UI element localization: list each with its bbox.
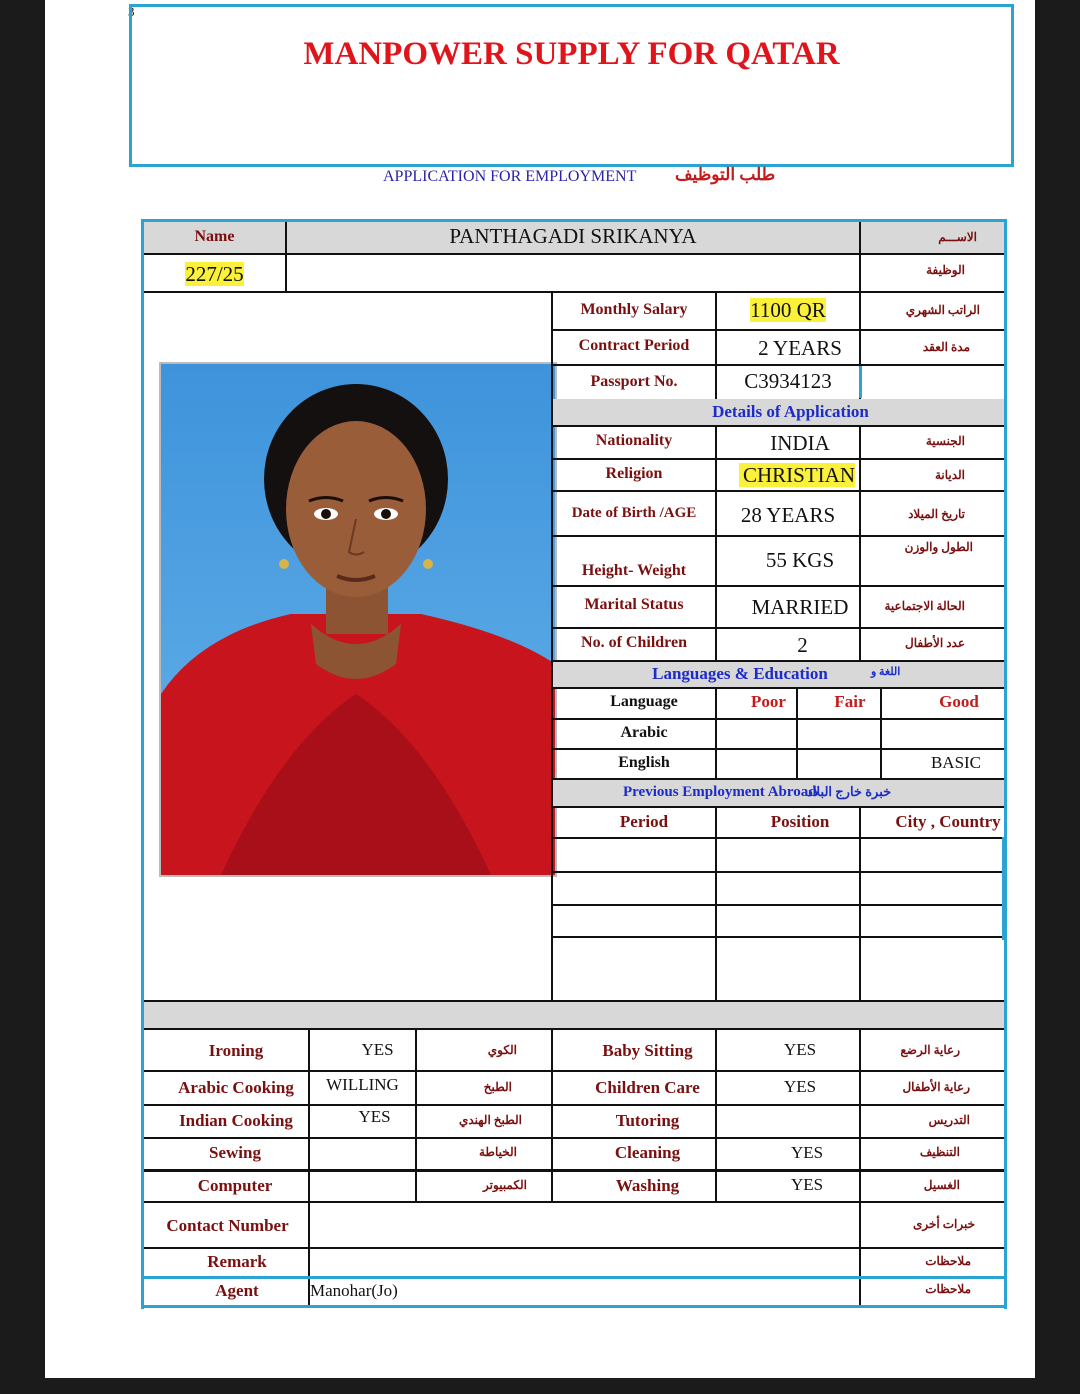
passport-value: C3934123 <box>744 369 832 393</box>
monthly-salary-value <box>717 298 859 323</box>
skill-ironing-label: Ironing <box>208 1041 264 1060</box>
applicant-name: PANTHAGADI SRIKANYA <box>449 224 697 248</box>
skill-indian-cooking-label: Indian Cooking <box>179 1111 293 1130</box>
marital-status-value: MARRIED <box>751 595 849 619</box>
nationality-label-arabic: الجنسية <box>925 434 965 448</box>
agent-label: Agent <box>215 1281 259 1300</box>
contact-label-arabic: خبرات أخرى <box>912 1217 975 1231</box>
skill-arabic-cooking-arabic: الطبخ <box>483 1080 512 1094</box>
photo-portrait <box>161 364 555 875</box>
name-label: Name <box>194 228 235 245</box>
good-header: Good <box>939 692 979 711</box>
employment-heading: Previous Employment Abroad <box>623 784 817 800</box>
skill-washing-label: Washing <box>615 1176 680 1195</box>
height-weight-label-arabic: الطول والوزن <box>904 540 973 554</box>
skill-computer-label: Computer <box>197 1176 273 1195</box>
agent-label-arabic: ملاحظات <box>925 1282 971 1296</box>
form-title: MANPOWER SUPPLY FOR QATAR <box>303 36 840 72</box>
height-weight-label: Height- Weight <box>581 562 687 579</box>
dob-label-arabic: تاريخ الميلاد <box>908 507 965 521</box>
religion-value <box>739 463 859 488</box>
city-country-header: City , Country <box>895 812 1001 831</box>
marital-status-label-arabic: الحالة الاجتماعية <box>884 599 965 613</box>
nationality-label: Nationality <box>595 432 673 449</box>
contract-period-value: 2 YEARS <box>758 336 842 360</box>
remark-label-arabic: ملاحظات <box>925 1254 971 1268</box>
fair-header: Fair <box>834 692 866 711</box>
skill-sewing-label: Sewing <box>209 1143 261 1162</box>
skill-baby-sitting-label: Baby Sitting <box>602 1041 693 1060</box>
skill-cleaning-arabic: التنظيف <box>919 1145 960 1159</box>
page-marker: 3 <box>128 4 135 19</box>
skill-baby-sitting-arabic: رعاية الرضع <box>900 1043 960 1057</box>
agent-value: Manohar(Jo) <box>310 1281 398 1300</box>
children-label: No. of Children <box>581 634 687 651</box>
height-weight-value: 55 KGS <box>765 548 835 572</box>
skill-arabic-cooking-value: WILLING <box>326 1075 399 1094</box>
application-form-page <box>45 0 1035 1378</box>
passport-label: Passport No. <box>590 373 678 390</box>
contract-period-label-arabic: مدة العقد <box>922 340 970 354</box>
monthly-salary-label-arabic: الراتب الشهري <box>905 303 980 317</box>
skill-baby-sitting-value: YES <box>783 1040 817 1059</box>
skill-tutoring-label: Tutoring <box>615 1111 680 1130</box>
monthly-salary-amount: 1100 QR <box>750 298 826 322</box>
skill-tutoring-arabic: التدريس <box>928 1113 970 1127</box>
skill-children-care-arabic: رعاية الأطفال <box>902 1080 970 1094</box>
languages-heading-arabic: اللغة و <box>871 666 901 678</box>
skill-washing-value: YES <box>790 1175 824 1194</box>
skill-washing-arabic: الغسيل <box>923 1178 960 1192</box>
name-label-arabic: الاســـم <box>938 230 977 244</box>
position-label-arabic: الوظيفة <box>926 263 965 277</box>
skill-indian-cooking-arabic: الطبخ الهندي <box>458 1113 522 1127</box>
skill-computer-arabic: الكمبيوتر <box>483 1178 527 1192</box>
nationality-value: INDIA <box>770 431 830 455</box>
skill-arabic-cooking-label: Arabic Cooking <box>178 1078 294 1097</box>
children-label-arabic: عدد الأطفال <box>905 636 965 650</box>
form-subtitle-arabic: طلب التوظيف <box>675 165 776 184</box>
contact-number-label: Contact Number <box>166 1216 289 1235</box>
contract-period-label: Contract Period <box>578 337 690 354</box>
employment-heading-arabic: خبرة خارج البلاد <box>807 784 892 799</box>
dob-age-label: Date of Birth /AGE <box>571 505 697 521</box>
skill-ironing-value: YES <box>361 1040 394 1059</box>
reference-number-value: 227/25 <box>185 262 244 286</box>
religion-label-arabic: الديانة <box>934 468 965 482</box>
language-english-label: English <box>618 754 670 771</box>
children-value: 2 <box>797 633 808 657</box>
poor-header: Poor <box>751 692 786 711</box>
language-header: Language <box>610 693 678 710</box>
skill-ironing-arabic: الكوي <box>487 1043 517 1057</box>
form-border-bottom <box>141 1305 1007 1308</box>
form-subtitle: APPLICATION FOR EMPLOYMENT <box>383 168 637 185</box>
religion-label: Religion <box>605 465 663 482</box>
skill-cleaning-value: YES <box>790 1143 824 1162</box>
applicant-photo <box>159 362 557 877</box>
details-heading: Details of Application <box>712 402 869 421</box>
monthly-salary-label: Monthly Salary <box>580 301 688 318</box>
language-arabic-label: Arabic <box>620 724 668 741</box>
skill-indian-cooking-value: YES <box>358 1107 391 1126</box>
skill-children-care-value: YES <box>783 1077 817 1096</box>
skill-children-care-label: Children Care <box>595 1078 700 1097</box>
language-english-good: BASIC <box>930 753 982 772</box>
marital-status-label: Marital Status <box>584 596 684 613</box>
skill-sewing-arabic: الخياطة <box>479 1145 517 1159</box>
position-header: Position <box>770 812 830 831</box>
religion-text: CHRISTIAN <box>739 463 855 487</box>
skill-cleaning-label: Cleaning <box>614 1143 681 1162</box>
remark-label: Remark <box>207 1252 267 1271</box>
section-separator <box>144 1002 1004 1028</box>
period-header: Period <box>619 812 669 831</box>
languages-heading: Languages & Education <box>652 664 828 683</box>
reference-number <box>144 262 285 287</box>
dob-age-value: 28 YEARS <box>740 503 836 527</box>
header-box <box>129 4 1014 167</box>
